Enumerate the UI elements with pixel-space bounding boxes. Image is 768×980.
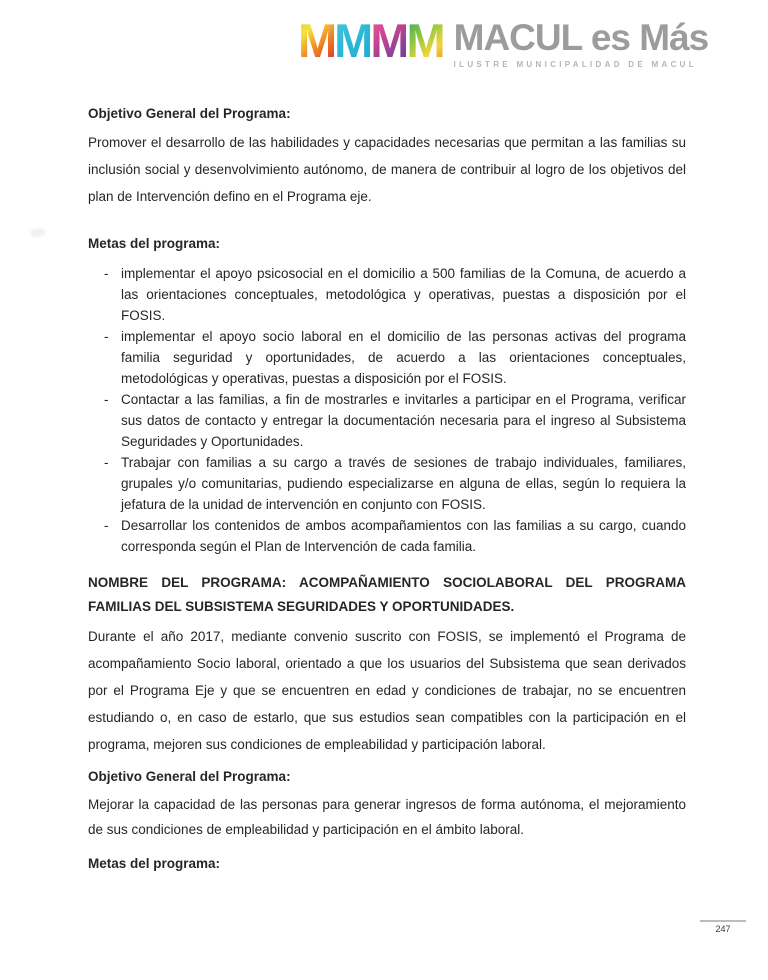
page-number: 247 [715, 924, 731, 934]
section-heading-objetivo-general-2: Objetivo General del Programa: [88, 769, 291, 784]
monogram-letter-4: M [406, 14, 443, 67]
bullet-text: implementar el apoyo socio laboral en el domicilio de las personas activas del programa familia seguridad y oportunidades, de acuerdo a las orientaciones conceptuales, metodológicas y operativas, puestas a disposición por el FOSIS. [121, 329, 686, 386]
monogram-letter-3: M [370, 14, 407, 67]
page-number-footer [700, 920, 746, 935]
monogram-letter-2: M [334, 14, 371, 67]
monogram-letter-1: M [298, 14, 335, 67]
bullet-dash: - [104, 392, 109, 407]
section-heading-metas-2: Metas del programa: [88, 856, 221, 871]
bullet-text: Contactar a las familias, a fin de mostrarles e invitarles a participar en el Programa, verificar sus datos de contacto y entregar la documentación necesaria para el ingreso al Subsistema Seguridades y Oportunidades. [121, 392, 686, 449]
list-item [88, 389, 686, 452]
bullet-dash: - [104, 329, 109, 344]
bullet-text: implementar el apoyo psicosocial en el domicilio a 500 familias de la Comuna, de acuerdo a las orientaciones conceptuales, metodológica y operativas, puestas a disposición por el FOSIS. [121, 266, 686, 323]
bullet-text: Trabajar con familias a su cargo a través de sesiones de trabajo individuales, familiares, grupales y/o comunitarias, pudiendo especializarse en alguna de ellas, según lo requiera la jefatura de la unidad de intervención en conjunto con FOSIS. [121, 455, 686, 512]
bullet-dash: - [104, 266, 109, 281]
section-heading-objetivo-general-1: Objetivo General del Programa: [88, 106, 291, 121]
bullet-dash: - [104, 455, 109, 470]
bullet-text: Desarrollar los contenidos de ambos acompañamientos con las familias a su cargo, cuando corresponda según el Plan de Intervención de cada familia. [121, 518, 686, 554]
metas-bullet-list [88, 263, 686, 557]
list-item [88, 452, 686, 515]
list-item [88, 326, 686, 389]
section-heading-metas-1: Metas del programa: [88, 236, 221, 251]
paragraph-nombre-programa: Durante el año 2017, mediante convenio suscrito con FOSIS, se implementó el Programa de acompañamiento Socio laboral, orientado a que los usuarios del Subsistema que sean derivados por el Programa Eje y que se encuentren en edad y condiciones de trabajar, no se encuentren estudiando o, en caso de estarlo, que sus estudios sean compatibles con la participación en el programa, mejoren sus condiciones de empleabilidad y participación laboral. [88, 629, 686, 752]
paragraph-objetivo-general-1: Promover el desarrollo de las habilidades y capacidades necesarias que permitan a las familias su inclusión social y desenvolvimiento autónomo, de manera de contribuir al logro de los objetivos del plan de Intervención defino en el Programa eje. [88, 135, 686, 204]
list-item [88, 515, 686, 557]
paragraph-objetivo-general-2: Mejorar la capacidad de las personas para generar ingresos de forma autónoma, el mejoramiento de sus condiciones de empleabilidad y participación en el ámbito laboral. [88, 797, 686, 837]
logo-wordmark: MACUL es Más [453, 17, 709, 58]
document-body [88, 0, 686, 877]
bullet-dash: - [104, 518, 109, 533]
list-item [88, 263, 686, 326]
section-heading-nombre-programa: NOMBRE DEL PROGRAMA: ACOMPAÑAMIENTO SOCIOLABORAL DEL PROGRAMA FAMILIAS DEL SUBSISTEMA SEGURIDADES Y OPORTUNIDADES. [88, 575, 686, 614]
scan-artifact-mark [30, 228, 46, 237]
logo-tagline: ILUSTRE MUNICIPALIDAD DE MACUL [453, 60, 697, 69]
